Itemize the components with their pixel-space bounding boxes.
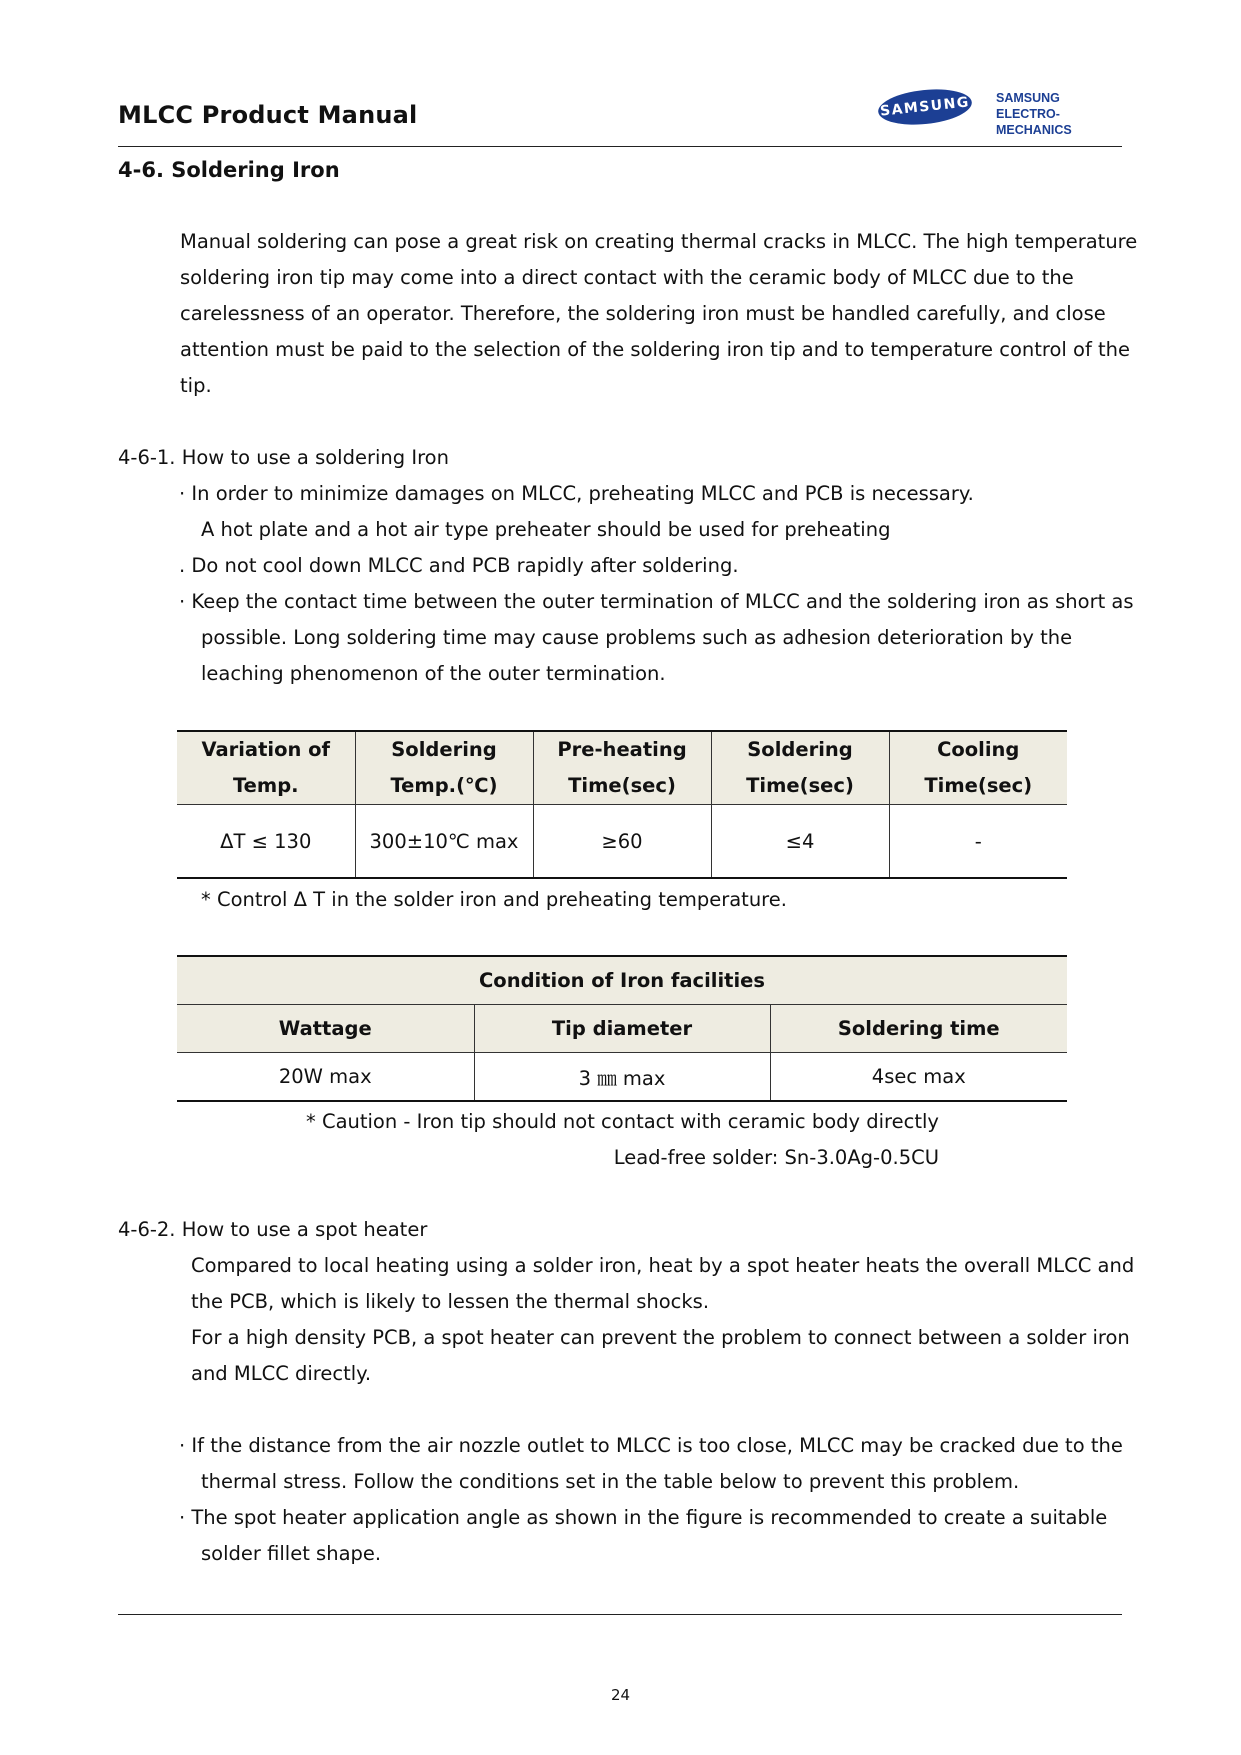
table-cell: ΔT ≤ 130 — [177, 805, 355, 879]
column-header: Soldering Temp.(℃) — [355, 731, 533, 805]
paragraph-line: Compared to local heating using a solder iron, heat by a spot heater heats the overall MLCC and — [191, 1254, 1135, 1277]
soldering-conditions-table — [177, 730, 1067, 879]
paragraph-line: and MLCC directly. — [191, 1362, 372, 1385]
footer-divider — [118, 1614, 1122, 1615]
table-header-row — [177, 1005, 1067, 1053]
bullet-line: · If the distance from the air nozzle outlet to MLCC is too close, MLCC may be cracked due to the — [179, 1434, 1123, 1457]
solder-spec-note: Lead-free solder: Sn-3.0Ag-0.5CU — [613, 1146, 939, 1169]
instruction-line: A hot plate and a hot air type preheater should be used for preheating — [201, 518, 891, 541]
paragraph-line: the PCB, which is likely to lessen the thermal shocks. — [191, 1290, 710, 1313]
bullet-line: thermal stress. Follow the conditions set in the table below to prevent this problem. — [201, 1470, 1020, 1493]
instruction-line: possible. Long soldering time may cause problems such as adhesion deterioration by the — [201, 626, 1073, 649]
column-header: Wattage — [177, 1005, 474, 1053]
table-cell: 20W max — [177, 1053, 474, 1102]
bullet-line: · The spot heater application angle as shown in the figure is recommended to create a suitable — [179, 1506, 1108, 1529]
subsection1-title: 4-6-1. How to use a soldering Iron — [118, 446, 449, 469]
instruction-line: · In order to minimize damages on MLCC, preheating MLCC and PCB is necessary. — [179, 482, 974, 505]
table-header-row — [177, 731, 1067, 805]
intro-paragraph — [180, 224, 1137, 404]
samsung-oval-logo: SAMSUNG — [876, 85, 973, 129]
intro-line: Manual soldering can pose a great risk on creating thermal cracks in MLCC. The high temperature — [180, 230, 1138, 253]
column-header: Cooling Time(sec) — [889, 731, 1067, 805]
spot-heater-paragraph — [191, 1248, 1134, 1392]
instruction-line: leaching phenomenon of the outer termination. — [201, 662, 666, 685]
column-header: Soldering time — [770, 1005, 1067, 1053]
column-header: Soldering Time(sec) — [711, 731, 889, 805]
intro-line: carelessness of an operator. Therefore, the soldering iron must be handled carefully, and close — [180, 302, 1106, 325]
column-header: Pre-heating Time(sec) — [533, 731, 711, 805]
table-row — [177, 1053, 1067, 1102]
table-cell: ≥60 — [533, 805, 711, 879]
table-cell: - — [889, 805, 1067, 879]
caution-note: * Caution - Iron tip should not contact with ceramic body directly — [306, 1110, 939, 1133]
intro-line: soldering iron tip may come into a direct contact with the ceramic body of MLCC due to the — [180, 266, 1074, 289]
header-divider — [118, 146, 1122, 147]
table-cell: ≤4 — [711, 805, 889, 879]
table-row — [177, 805, 1067, 879]
subsection2-title: 4-6-2. How to use a spot heater — [118, 1218, 428, 1241]
table-cell: 3 ㎜ max — [474, 1053, 770, 1102]
column-header: Variation of Temp. — [177, 731, 355, 805]
bullet-line: solder fillet shape. — [201, 1542, 382, 1565]
table-caption-row — [177, 956, 1067, 1005]
instruction-line: · Keep the contact time between the outer termination of MLCC and the soldering iron as short as — [179, 590, 1134, 613]
table-cell: 300±10℃ max — [355, 805, 533, 879]
document-title: MLCC Product Manual — [118, 101, 418, 129]
samsung-logo — [868, 86, 1128, 137]
section-title: 4-6. Soldering Iron — [118, 158, 340, 182]
instruction-line: . Do not cool down MLCC and PCB rapidly after soldering. — [179, 554, 739, 577]
table-caption: Condition of Iron facilities — [177, 956, 1067, 1005]
iron-facilities-table — [177, 955, 1067, 1102]
table1-note: * Control Δ T in the solder iron and preheating temperature. — [201, 888, 787, 911]
intro-line: tip. — [180, 374, 212, 397]
column-header: Tip diameter — [474, 1005, 770, 1053]
brand-name: SAMSUNG ELECTRO-MECHANICS — [996, 91, 1072, 137]
intro-line: attention must be paid to the selection of the soldering iron tip and to temperature control of the — [180, 338, 1131, 361]
table-cell: 4sec max — [770, 1053, 1067, 1102]
page-number: 24 — [610, 1686, 631, 1704]
paragraph-line: For a high density PCB, a spot heater can prevent the problem to connect between a solder iron — [191, 1326, 1130, 1349]
